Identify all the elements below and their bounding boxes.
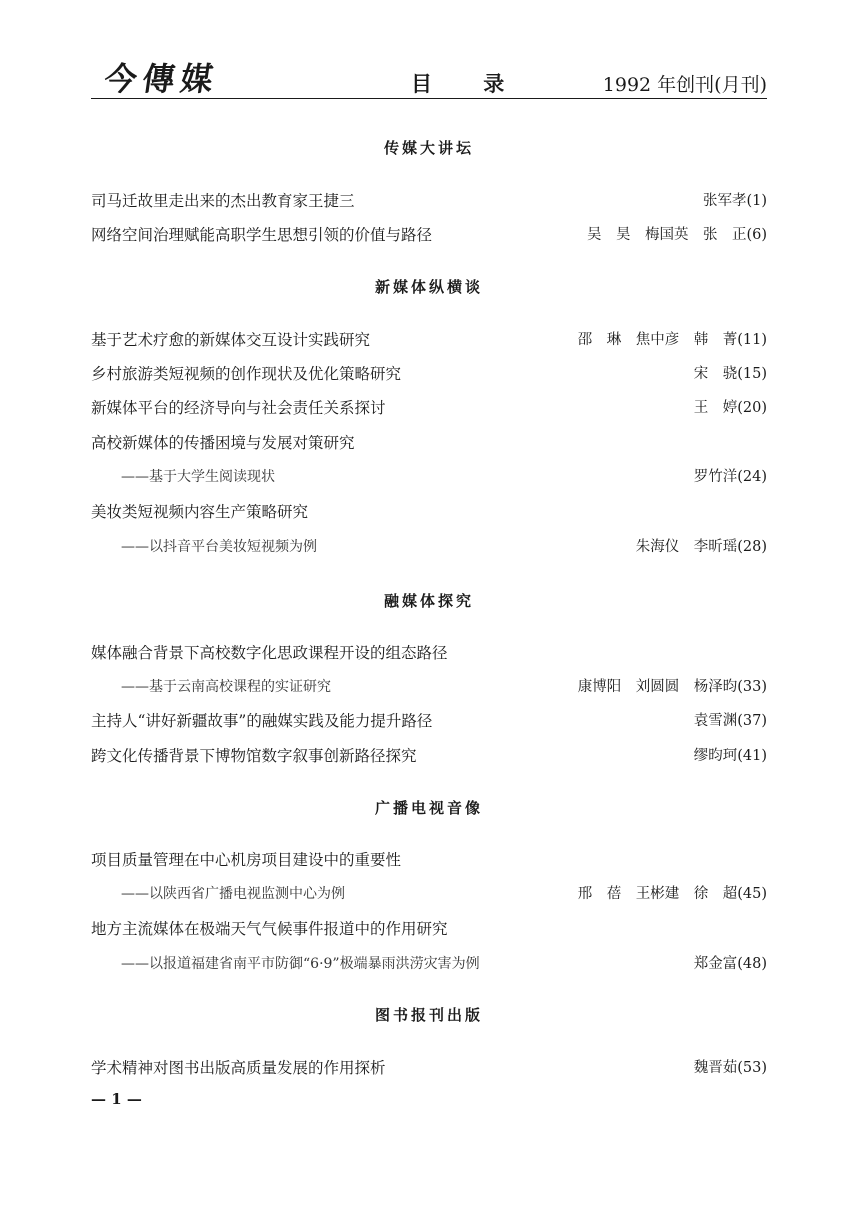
entry-subtitle: ——以报道福建省南平市防御“6·9”极端暴雨洪涝灾害为例: [121, 956, 480, 972]
toc-entry[interactable]: [91, 362, 767, 386]
toc-entry-subtitle-row[interactable]: [91, 952, 767, 976]
section-title: 图书报刊出版: [374, 1006, 483, 1024]
toc-entry[interactable]: [91, 431, 767, 455]
entry-title: 新媒体平台的经济导向与社会责任关系探讨: [91, 399, 386, 417]
entry-title: 乡村旅游类短视频的创作现状及优化策略研究: [91, 365, 402, 383]
entry-authors: 郑金富(48): [693, 956, 767, 972]
entry-authors: 张军孝(1): [702, 193, 767, 209]
journal-logo: 今傳媒: [102, 60, 222, 98]
toc-entry[interactable]: [91, 641, 767, 665]
entry-authors: 袁雪渊(37): [693, 713, 767, 729]
entry-title: 媒体融合背景下高校数字化思政课程开设的组态路径: [91, 644, 448, 662]
section-title: 广播电视音像: [374, 799, 483, 817]
toc-entry-subtitle-row[interactable]: [91, 465, 767, 489]
toc-entry[interactable]: [91, 396, 767, 420]
toc-entry[interactable]: [91, 328, 767, 352]
section-title: 新媒体纵横谈: [374, 278, 483, 296]
entry-title: 基于艺术疗愈的新媒体交互设计实践研究: [91, 331, 371, 349]
entry-title: 美妆类短视频内容生产策略研究: [91, 503, 309, 521]
toc-title: 目 录: [411, 72, 527, 96]
toc-entry[interactable]: [91, 744, 767, 768]
entry-subtitle: ——基于大学生阅读现状: [121, 469, 275, 485]
founded-note: 1992 年创刊(月刊): [602, 74, 767, 96]
toc-entry[interactable]: [91, 917, 767, 941]
entry-authors: 康博阳 刘圆圆 杨泽昀(33): [577, 679, 767, 695]
page-number: — 1 —: [91, 1090, 142, 1108]
toc-entry-subtitle-row[interactable]: [91, 535, 767, 559]
toc-entry[interactable]: [91, 223, 767, 247]
section-title: 传媒大讲坛: [383, 139, 474, 157]
entry-title: 项目质量管理在中心机房项目建设中的重要性: [91, 851, 402, 869]
entry-authors: 邢 蓓 王彬建 徐 超(45): [577, 886, 767, 902]
toc-entry[interactable]: [91, 500, 767, 524]
entry-title: 地方主流媒体在极端天气气候事件报道中的作用研究: [91, 920, 448, 938]
entry-authors: 魏晋茹(53): [693, 1060, 767, 1076]
entry-title: 高校新媒体的传播困境与发展对策研究: [91, 434, 355, 452]
entry-title: 主持人“讲好新疆故事”的融媒实践及能力提升路径: [91, 712, 433, 730]
entry-authors: 王 婷(20): [693, 400, 767, 416]
toc-entry[interactable]: [91, 709, 767, 733]
entry-authors: 罗竹洋(24): [693, 469, 767, 485]
entry-title: 网络空间治理赋能高职学生思想引领的价值与路径: [91, 226, 433, 244]
entry-authors: 缪昀珂(41): [693, 748, 767, 764]
toc-entry-subtitle-row[interactable]: [91, 882, 767, 906]
entry-title: 学术精神对图书出版高质量发展的作用探析: [91, 1059, 386, 1077]
toc-entry[interactable]: [91, 189, 767, 213]
entry-title: 司马迁故里走出来的杰出教育家王捷三: [91, 192, 355, 210]
entry-subtitle: ——以抖音平台美妆短视频为例: [121, 539, 317, 555]
toc-entry-subtitle-row[interactable]: [91, 675, 767, 699]
entry-title: 跨文化传播背景下博物馆数字叙事创新路径探究: [91, 747, 417, 765]
entry-subtitle: ——以陕西省广播电视监测中心为例: [121, 886, 345, 902]
entry-authors: 邵 琳 焦中彦 韩 菁(11): [577, 332, 767, 348]
toc-entry[interactable]: [91, 848, 767, 872]
page-header: [91, 56, 767, 99]
entry-subtitle: ——基于云南高校课程的实证研究: [121, 679, 331, 695]
entry-authors: 吴 昊 梅国英 张 正(6): [586, 227, 767, 243]
toc-entry[interactable]: [91, 1056, 767, 1080]
entry-authors: 宋 骁(15): [693, 366, 767, 382]
section-title: 融媒体探究: [383, 592, 474, 610]
entry-authors: 朱海仪 李昕瑶(28): [635, 539, 767, 555]
